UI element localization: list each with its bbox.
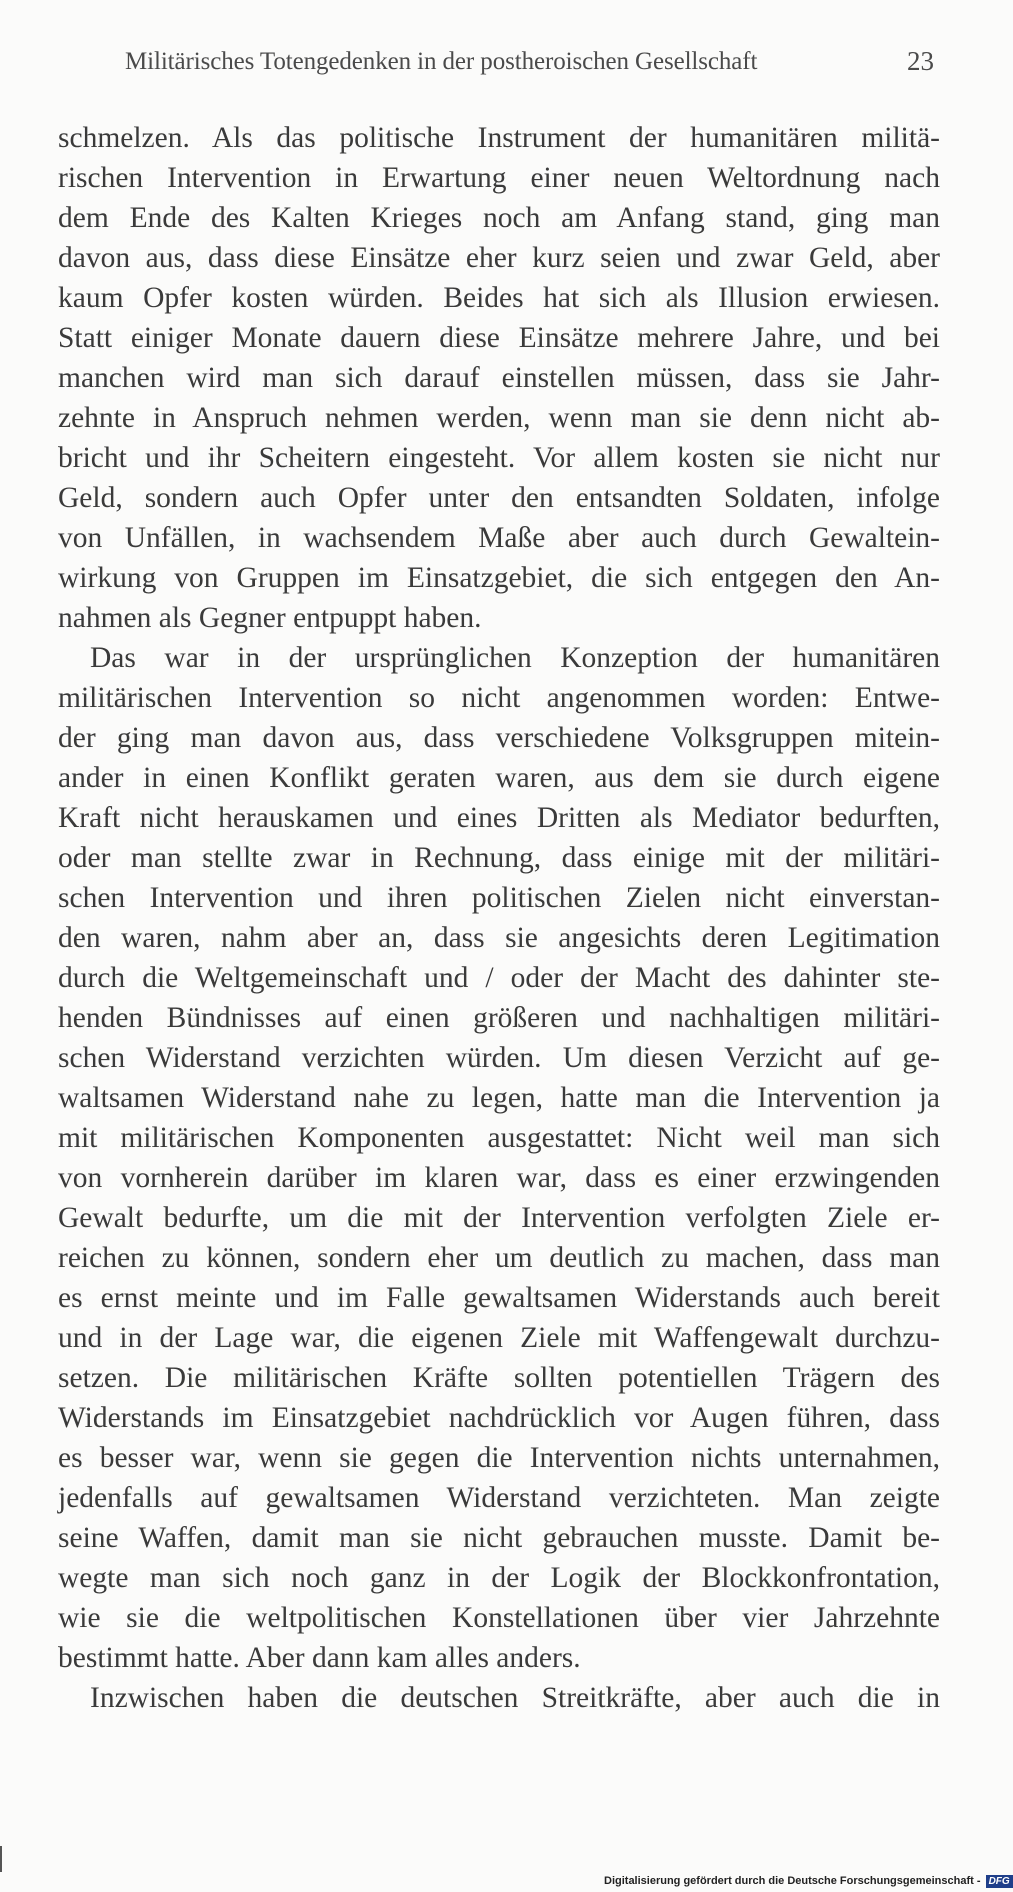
page-number: 23 (907, 46, 934, 76)
text-line: oder man stellte zwar in Rechnung, dass einige mit der militäri- (58, 842, 940, 874)
text-line: von Unfällen, in wachsendem Maße aber auch durch Gewaltein- (58, 522, 940, 554)
text-line: waltsamen Widerstand nahe zu legen, hatte man die Intervention ja (58, 1082, 940, 1114)
text-line: schmelzen. Als das politische Instrument der humanitären militä- (58, 122, 940, 154)
text-line: dem Ende des Kalten Krieges noch am Anfang stand, ging man (58, 202, 940, 234)
text-line: rischen Intervention in Erwartung einer neuen Weltordnung nach (58, 162, 940, 194)
footer-funding-note (604, 1872, 1010, 1890)
text-line: reichen zu können, sondern eher um deutlich zu machen, dass man (58, 1242, 940, 1274)
text-line: Gewalt bedurfte, um die mit der Intervention verfolgten Ziele er- (58, 1202, 940, 1234)
text-line: Statt einiger Monate dauern diese Einsätze mehrere Jahre, und bei (58, 322, 940, 354)
text-line: zehnte in Anspruch nehmen werden, wenn man sie denn nicht ab- (58, 402, 940, 434)
text-line: von vornherein darüber im klaren war, dass es einer erzwingenden (58, 1162, 940, 1194)
scan-edge-mark (0, 1846, 2, 1872)
text-line: wegte man sich noch ganz in der Logik der Blockkonfrontation, (58, 1562, 940, 1594)
text-line: schen Intervention und ihren politischen Zielen nicht einverstan- (58, 882, 940, 914)
running-header (122, 44, 942, 80)
text-line: es ernst meinte und im Falle gewaltsamen Widerstands auch bereit (58, 1282, 940, 1314)
text-line: kaum Opfer kosten würden. Beides hat sich als Illusion erwiesen. (58, 282, 940, 314)
text-line: wirkung von Gruppen im Einsatzgebiet, die sich entgegen den An- (58, 562, 940, 594)
text-line: nahmen als Gegner entpuppt haben. (58, 602, 482, 634)
text-line: henden Bündnisses auf einen größeren und nachhaltigen militäri- (58, 1002, 940, 1034)
funding-note-text: Digitalisierung gefördert durch die Deutsche Forschungsgemeinschaft - (604, 1875, 981, 1887)
text-line: der ging man davon aus, dass verschiedene Volksgruppen mitein- (58, 722, 940, 754)
text-line: schen Widerstand verzichten würden. Um diesen Verzicht auf ge- (58, 1042, 940, 1074)
text-line: durch die Weltgemeinschaft und / oder der Macht des dahinter ste- (58, 962, 940, 994)
text-line: und in der Lage war, die eigenen Ziele mit Waffengewalt durchzu- (58, 1322, 940, 1354)
text-line: Geld, sondern auch Opfer unter den entsandten Soldaten, infolge (58, 482, 940, 514)
text-line: es besser war, wenn sie gegen die Intervention nichts unternahmen, (58, 1442, 940, 1474)
dfg-logo: DFG (986, 1875, 1013, 1888)
text-line: wie sie die weltpolitischen Konstellationen über vier Jahrzehnte (58, 1602, 940, 1634)
text-line: ander in einen Konflikt geraten waren, aus dem sie durch eigene (58, 762, 940, 794)
text-line: setzen. Die militärischen Kräfte sollten potentiellen Trägern des (58, 1362, 940, 1394)
text-line: jedenfalls auf gewaltsamen Widerstand verzichteten. Man zeigte (58, 1482, 940, 1514)
text-line: Widerstands im Einsatzgebiet nachdrücklich vor Augen führen, dass (58, 1402, 940, 1434)
text-line: Inzwischen haben die deutschen Streitkräfte, aber auch die in (90, 1682, 940, 1714)
text-line: bricht und ihr Scheitern eingesteht. Vor allem kosten sie nicht nur (58, 442, 940, 474)
text-line: Das war in der ursprünglichen Konzeption der humanitären (90, 642, 940, 674)
running-title: Militärisches Totengedenken in der postheroischen Gesellschaft (125, 48, 758, 75)
text-line: den waren, nahm aber an, dass sie angesichts deren Legitimation (58, 922, 940, 954)
text-line: Kraft nicht herauskamen und eines Dritten als Mediator bedurften, (58, 802, 940, 834)
text-line: seine Waffen, damit man sie nicht gebrauchen musste. Damit be- (58, 1522, 940, 1554)
text-line: davon aus, dass diese Einsätze eher kurz seien und zwar Geld, aber (58, 242, 940, 274)
text-line: militärischen Intervention so nicht angenommen worden: Entwe- (58, 682, 940, 714)
text-line: manchen wird man sich darauf einstellen müssen, dass sie Jahr- (58, 362, 940, 394)
text-line: bestimmt hatte. Aber dann kam alles anders. (58, 1642, 581, 1674)
text-line: mit militärischen Komponenten ausgestattet: Nicht weil man sich (58, 1122, 940, 1154)
